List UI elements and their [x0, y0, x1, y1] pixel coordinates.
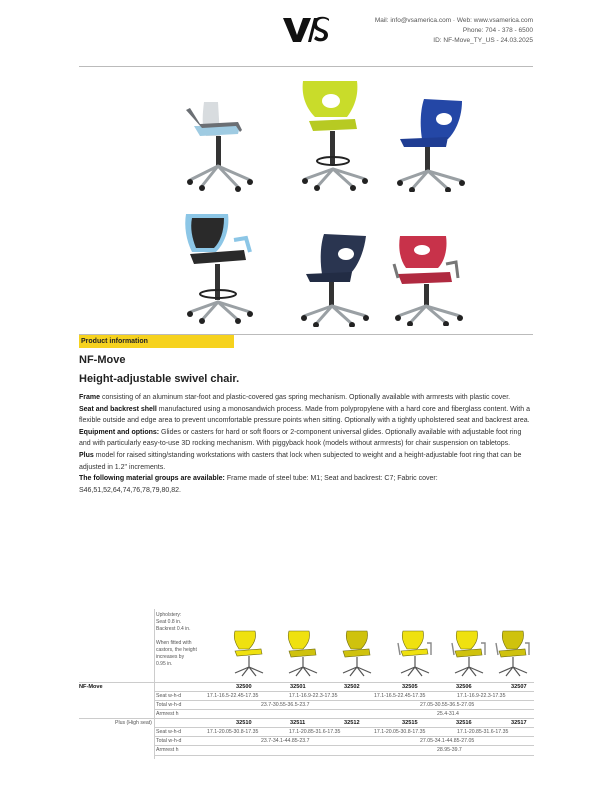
chair-thumb-32507: [493, 629, 533, 677]
product-name: NF-Move: [79, 354, 126, 366]
chair-photo-white-armrest: [180, 90, 260, 195]
dimension-label: Seat w-h-d: [156, 693, 182, 699]
chair-photo-navy: [296, 232, 376, 327]
table-divider: [79, 682, 534, 683]
chair-photo-lightblue-upholstered: [180, 210, 260, 325]
note-line: 0.95 in.: [156, 661, 173, 667]
table-divider: [154, 727, 534, 728]
note-line: [156, 633, 226, 640]
note-line: Seat 0.8 in.: [156, 619, 182, 625]
dimension-value: 23.7-30.55-36.5-23.7: [261, 702, 310, 708]
note-line: castors, the height: [156, 647, 197, 653]
dimension-label: Seat w-h-d: [156, 729, 182, 735]
description-term: Seat and backrest shell: [79, 405, 157, 413]
table-divider: [154, 709, 534, 710]
dimension-value: 17.1-20.85-31.6-17.35: [457, 729, 509, 735]
model-number: 32515: [402, 720, 418, 726]
contact-info: [375, 16, 533, 46]
model-number: 32511: [290, 720, 306, 726]
document-id: ID: NF-Move_TY_US - 24.03.2025: [433, 37, 533, 44]
chair-photo-lime-footring: [295, 77, 375, 192]
description-text: Glides or casters for hard or soft floors or 2-component universal glides. Optionally available with adjustable foot ring and with particularly easy-to-use 3D rocking mechanism. With piggyback hook (models without armrests) for chair suspension on tabletops.: [79, 428, 522, 448]
dimension-value: 27.05-34.1-44.85-27.05: [420, 738, 475, 744]
table-note: [156, 612, 226, 668]
dimension-value: 23.7-34.1-44.85-23.7: [261, 738, 310, 744]
dimension-value: 17.1-16.9-22.3-17.35: [289, 693, 338, 699]
model-number: 32507: [511, 684, 527, 690]
description-paragraph: [79, 427, 534, 450]
row-label-plus: Plus (High seat): [115, 720, 152, 726]
note-line: Backrest 0.4 in.: [156, 626, 191, 632]
table-divider: [154, 745, 534, 746]
dimension-value: 17.1-20.05-30.8-17.35: [207, 729, 259, 735]
description-paragraph: [79, 404, 534, 427]
header-divider: [79, 66, 533, 67]
chair-thumb-32506: [449, 629, 489, 677]
model-number: 32501: [290, 684, 306, 690]
description-text: model for raised sitting/standing workstations with casters that lock when subjected to weight and a height-adjustable foot ring that can be adjusted in 1.2" increments.: [79, 451, 522, 471]
table-divider: [79, 718, 534, 719]
product-description: [79, 392, 534, 496]
chair-thumb-32502: [337, 629, 377, 677]
dimension-label: Armrest h: [156, 711, 179, 717]
description-text: Frame made of steel tube: M1; Seat and backrest: C7; Fabric cover: S46,51,52,64,74,76,78,79,80,82.: [79, 475, 438, 494]
dimension-label: Total w-h-d: [156, 738, 182, 744]
contact-mail-web: Mail: info@vsamerica.com · Web: www.vsamerica.com: [374, 17, 533, 24]
model-number: 32506: [456, 684, 472, 690]
description-term: Plus: [79, 451, 94, 459]
model-number: 32505: [402, 684, 418, 690]
dimension-label: Total w-h-d: [156, 702, 182, 708]
description-text: consisting of an aluminum star-foot and plastic-covered gas spring mechanism. Optionally available with armrests with plastic cover.: [100, 394, 511, 401]
chair-thumb-32500: [229, 629, 269, 677]
description-text: manufactured using a monosandwich process. Made from polypropylene with a hard core and fiberglass content. With a flexible outside and edge area to prevent uncomfortable pressure points when sitting. Optionally with a tightly upholstered seat and backrest area.: [79, 405, 530, 425]
row-label-main: NF-Move: [79, 684, 103, 690]
description-term: Frame: [79, 394, 101, 401]
model-number: 32512: [344, 720, 360, 726]
dimension-value: 17.1-16.5-22.45-17.35: [374, 693, 426, 699]
description-paragraph: [79, 473, 534, 496]
model-number: 32510: [236, 720, 252, 726]
vs-logo: [281, 15, 331, 45]
model-number: 32516: [456, 720, 472, 726]
table-divider: [154, 755, 534, 756]
dimension-label: Armrest h: [156, 747, 179, 753]
note-line: When fitted with: [156, 640, 192, 646]
dimensions-table: [79, 609, 534, 759]
note-line: Upholstery:: [156, 612, 182, 618]
chair-thumb-32501: [283, 629, 323, 677]
section-label: Product information: [79, 335, 234, 348]
description-paragraph: [79, 392, 534, 404]
description-term: The following material groups are available:: [79, 475, 225, 483]
dimension-value: 17.1-20.85-31.6-17.35: [289, 729, 341, 735]
chair-photo-blue: [392, 97, 472, 192]
contact-phone: Phone: 704 - 378 - 6500: [462, 27, 533, 34]
model-number: 32517: [511, 720, 527, 726]
model-number: 32502: [344, 684, 360, 690]
dimension-value: 25.4-31.4: [437, 711, 459, 717]
table-divider: [154, 691, 534, 692]
table-divider: [154, 736, 534, 737]
dimension-value: 17.1-20.05-30.8-17.35: [374, 729, 426, 735]
dimension-value: 27.05-30.55-36.5-27.05: [420, 702, 475, 708]
description-paragraph: [79, 450, 534, 473]
model-number: 32500: [236, 684, 252, 690]
chair-thumb-32505: [395, 629, 435, 677]
chair-photo-red-armrest: [390, 234, 470, 326]
dimension-value: 17.1-16.5-22.45-17.35: [207, 693, 259, 699]
table-divider: [154, 700, 534, 701]
dimension-value: 28.95-39.7: [437, 747, 462, 753]
product-tagline: Height-adjustable swivel chair.: [79, 373, 240, 385]
note-line: increases by: [156, 654, 185, 660]
dimension-value: 17.1-16.9-22.3-17.35: [457, 693, 506, 699]
description-term: Equipment and options:: [79, 428, 160, 436]
